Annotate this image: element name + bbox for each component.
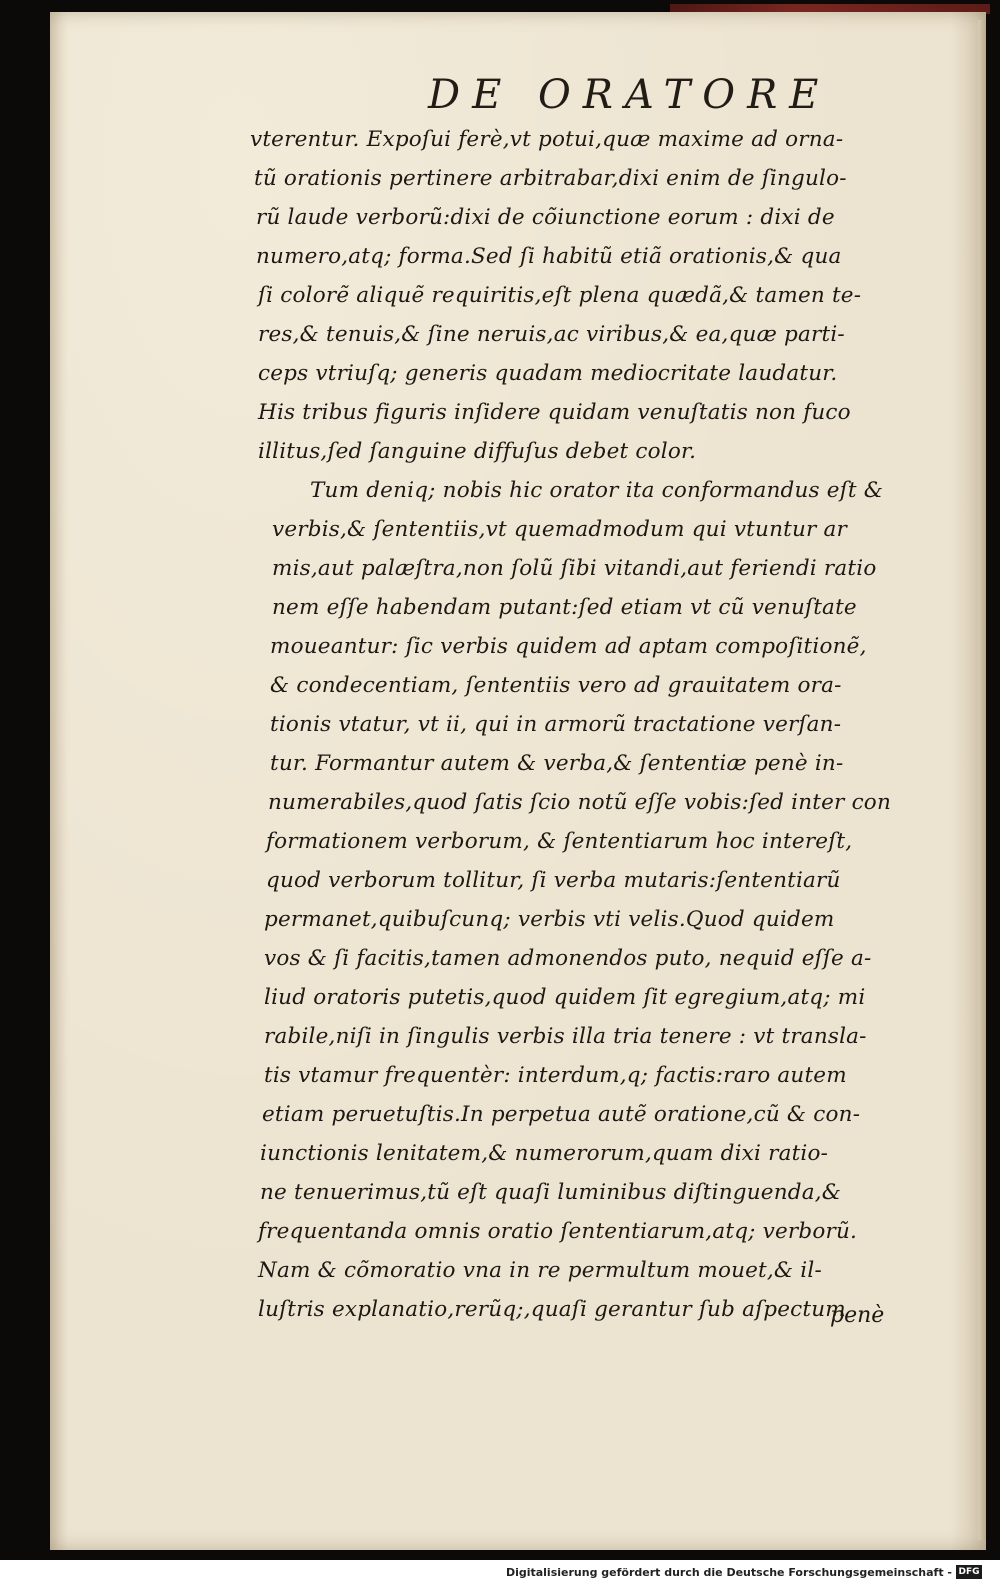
text-line: numerabiles,quod ſatis ſcio notũ eſſe vobis:ſed inter con: [268, 790, 891, 815]
text-line: tur. Formantur autem & verba,& ſententiæ penè in-: [270, 751, 844, 776]
text-line: permanet,quibuſcunq; verbis vti velis.Quod quidem: [264, 907, 835, 932]
text-line: verbis,& ſententiis,vt quemadmodum qui vtuntur ar: [272, 517, 848, 542]
text-line: vterentur. Expoſui ferè,vt potui,quæ maxime ad orna-: [250, 127, 844, 152]
text-line: numero,atq; forma.Sed ſi habitũ etiã orationis,& qua: [256, 244, 842, 269]
digitization-credit: Digitalisierung gefördert durch die Deutsche Forschungsgemeinschaft -: [505, 1566, 952, 1579]
text-line: etiam peruetuſtis.In perpetua autẽ oratione,cũ & con-: [262, 1102, 861, 1127]
text-line: rũ laude verborũ:dixi de cõiunctione eorum : dixi de: [256, 205, 835, 230]
text-line: rabile,niſi in ſingulis verbis illa tria tenere : vt transla-: [264, 1024, 867, 1049]
text-line: moueantur: ſic verbis quidem ad aptam compoſitionẽ,: [270, 634, 867, 659]
text-line: Nam & cõmoratio vna in re permultum mouet,& il-: [258, 1258, 822, 1283]
text-line: ne tenuerimus,tũ eſt quaſi luminibus diſtinguenda,&: [260, 1180, 842, 1205]
catchword: penè: [830, 1303, 885, 1328]
text-line: tũ orationis pertinere arbitrabar,dixi enim de ſingulo-: [254, 166, 847, 191]
text-line: mis,aut palæſtra,non ſolũ ſibi vitandi,aut feriendi ratio: [272, 556, 877, 581]
text-line: formationem verborum, & ſententiarum hoc intereſt,: [266, 829, 853, 854]
running-head: DE ORATORE: [428, 72, 831, 118]
text-line: res,& tenuis,& ſine neruis,ac viribus,& ea,quæ parti-: [258, 322, 845, 347]
text-line: ſi colorẽ aliquẽ requiritis,eſt plena quædã,& tamen te-: [258, 283, 862, 308]
text-line: nem eſſe habendam putant:ſed etiam vt cũ venuſtate: [272, 595, 857, 620]
text-line: vos & ſi facitis,tamen admonendos puto, nequid eſſe a-: [264, 946, 872, 971]
text-line: tionis vtatur, vt ii, qui in armorũ tractatione verſan-: [270, 712, 842, 737]
text-line: tis vtamur frequentèr: interdum,q; factis:raro autem: [264, 1063, 847, 1088]
text-line: Tum deniq; nobis hic orator ita conformandus eſt &: [310, 478, 884, 503]
text-line: iunctionis lenitatem,& numerorum,quam dixi ratio-: [260, 1141, 829, 1166]
text-line: illitus,ſed ſanguine diffuſus debet color.: [258, 439, 697, 464]
text-line: luſtris explanatio,rerũq;,quaſi gerantur ſub aſpectum: [258, 1297, 846, 1322]
text-line: His tribus figuris inſidere quidam venuſtatis non fuco: [258, 400, 851, 425]
text-line: frequentanda omnis oratio ſententiarum,atq; verborũ.: [258, 1219, 858, 1244]
text-line: & condecentiam, ſententiis vero ad grauitatem ora-: [270, 673, 842, 698]
dfg-logo: DFG: [956, 1565, 982, 1579]
text-line: ceps vtriuſq; generis quadam mediocritate laudatur.: [258, 361, 838, 386]
text-line: quod verborum tollitur, ſi verba mutaris:ſententiarũ: [266, 868, 841, 893]
page-edge: [978, 20, 986, 1540]
text-line: liud oratoris putetis,quod quidem ſit egregium,atq; mi: [264, 985, 866, 1010]
